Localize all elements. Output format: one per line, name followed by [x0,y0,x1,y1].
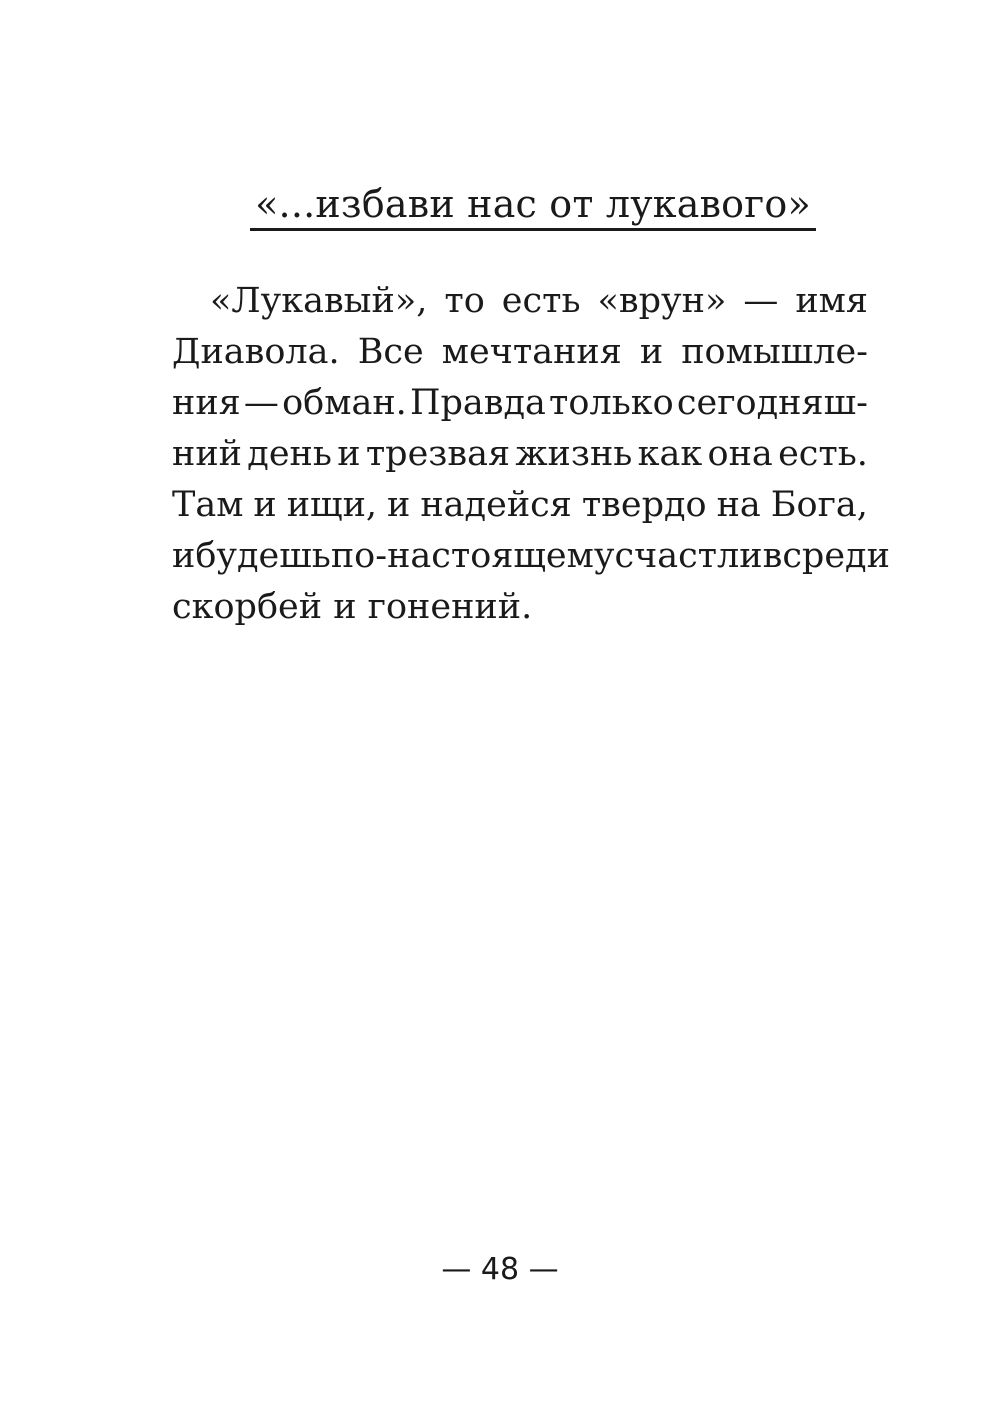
word: надейся [420,485,572,525]
word: и [172,536,196,576]
word: и [253,485,277,525]
word: будешь [195,536,331,576]
word: день [247,434,332,474]
page-number: — 48 — [441,1252,559,1287]
heading-underline [250,228,816,231]
word: обман. [282,383,407,423]
word: ния [172,383,241,423]
word: есть. [778,434,868,474]
word: Бога, [770,485,868,525]
word: ний [172,434,242,474]
word: то [444,281,485,321]
word: трезвая [365,434,511,474]
word: и [337,434,361,474]
word: твердо [581,485,707,525]
paragraph-line [172,327,868,378]
word: она [707,434,773,474]
word: Правда [409,383,546,423]
word: Диавола. [172,332,340,372]
word: только [549,383,674,423]
word: ищи, [286,485,378,525]
word: счастлив [614,536,783,576]
word: и [639,332,664,372]
chapter-heading: «...избави нас от лукавого» [255,182,811,226]
word: — [243,383,279,423]
word: Все [357,332,424,372]
word: жизнь [515,434,633,474]
body-paragraph [172,276,890,633]
word: мечтания [441,332,622,372]
paragraph-line [172,531,890,582]
word: сегодняш- [676,383,868,423]
word: помышле- [681,332,868,372]
word: по-настоящему [330,536,615,576]
word: среди [782,536,890,576]
paragraph-line [172,582,868,633]
paragraph-line [172,429,868,480]
paragraph-line [172,276,868,327]
word: — [743,281,779,321]
paragraph-line [172,480,868,531]
word: Там [172,485,244,525]
word: «врун» [597,281,727,321]
word: и [387,485,411,525]
word: скорбей и гонений. [172,587,533,627]
word: как [637,434,703,474]
word: имя [795,281,868,321]
word: «Лукавый», [210,281,428,321]
word: на [716,485,761,525]
paragraph-line [172,378,868,429]
word: есть [501,281,581,321]
